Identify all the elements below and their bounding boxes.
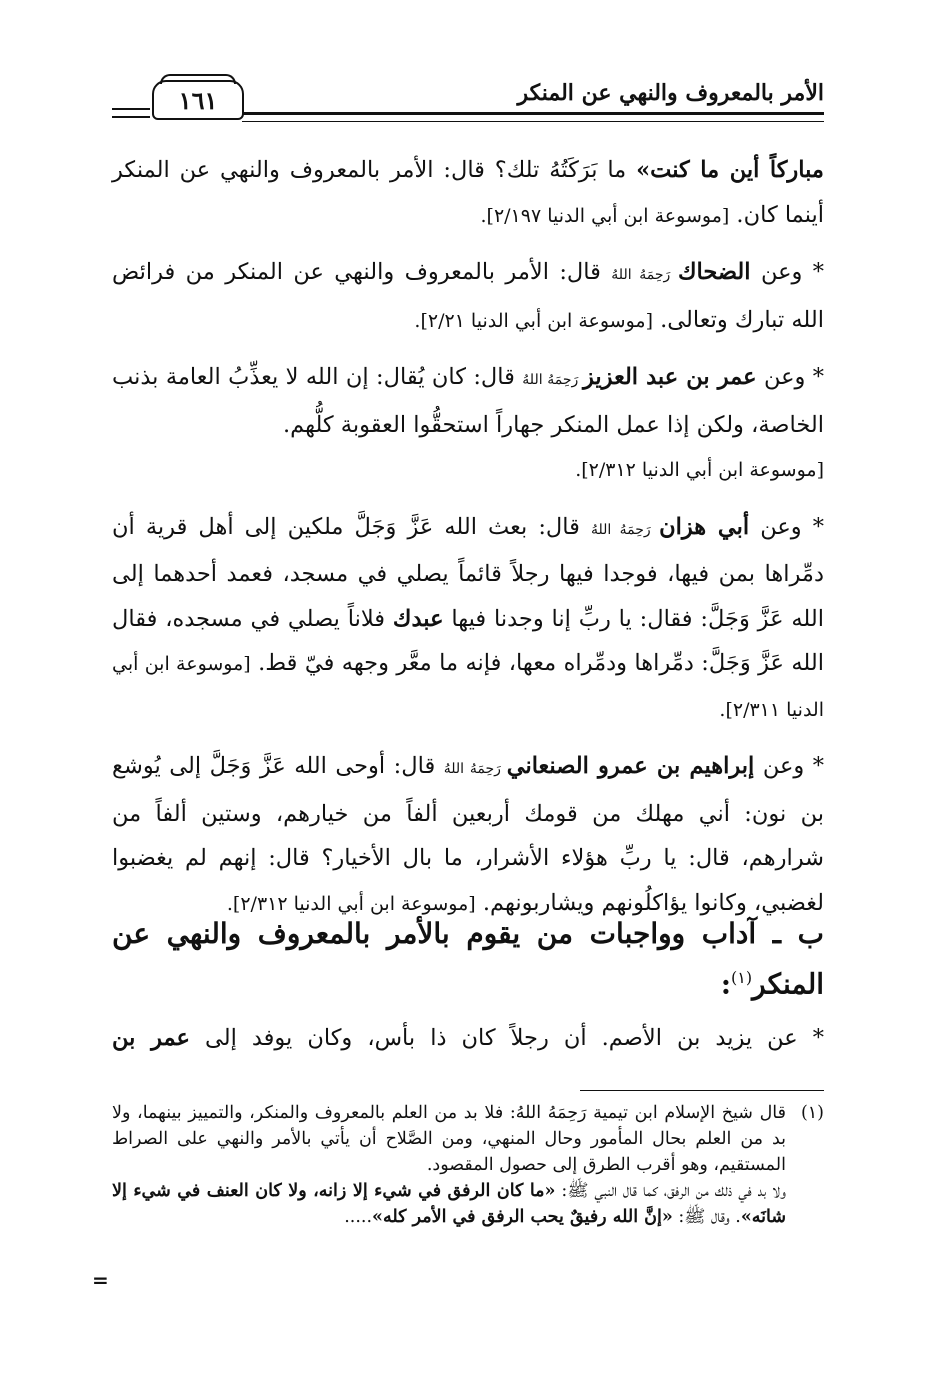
paragraph-text: ما بَرَكَتُهُ تلك؟ قال: الأمر بالمعروف والنهي عن المنكر أينما كان. (112, 157, 824, 228)
reference: [موسوعة ابن أبي الدنيا ٢/٣١٢]. (575, 459, 824, 481)
person-name: الضحاك (678, 259, 751, 285)
paragraph-text: * وعن (750, 259, 825, 285)
paragraph-text: * وعن (756, 364, 824, 390)
person-name: إبراهيم بن عمرو الصنعاني (506, 753, 755, 779)
running-title: الأمر بالمعروف والنهي عن المنكر (517, 80, 824, 106)
paragraph-text: * وعن (749, 513, 824, 540)
footnote-rule (580, 1090, 824, 1091)
paragraph-text: قال: الأمر بالمعروف والنهي عن المنكر من فرائض الله تبارك وتعالى. (112, 259, 824, 333)
reference: [موسوعة ابن أبي الدنيا ٢/١٩٧]. (480, 204, 730, 227)
paragraph (112, 505, 824, 733)
reference: [موسوعة ابن أبي الدنيا ٢/٢١]. (414, 309, 653, 332)
footnote-marker[interactable]: (١) (731, 968, 753, 987)
paragraph-text: قال: بعث الله عَزَّ وَجَلَّ ملكين إلى أهل قرية أن دمِّراها بمن فيها، فوجدا فيها رجلاً قائماً يصلي في مسجد، فعمد أحدهما إلى الله عَزَّ وَجَلَّ: فقال: يا ربِّ إنا وجدنا فيها (112, 513, 824, 632)
footnote-continuation (112, 1178, 824, 1230)
section-heading-text: ب ـ آداب وواجبات من يقوم بالأمر بالمعروف والنهي عن المنكر (112, 917, 824, 1001)
reference: [موسوعة ابن أبي الدنيا ٢/٣١١]. (112, 653, 824, 721)
footnote-text: ..... (344, 1207, 373, 1227)
bold-word: عبدك (392, 605, 444, 632)
page-number: ١٦١ (178, 85, 218, 115)
honorific: رَحِمَهُ اللهُ (522, 372, 583, 388)
honorific: رَحِمَهُ اللهُ (590, 521, 660, 538)
page-number-frame (152, 80, 244, 120)
paragraph-text: قال: أوحى الله عَزَّ وَجَلَّ إلى يُوشع بن نون: أني مهلك من قومك أربعين ألفاً من خيارهم، وستين ألفاً من شرارهم، قال: يا ربِّ هؤلاء الأشرار، ما بال الأخيار؟ قال: إنهم لم يغضبوا لغضبي، وكانوا يؤاكلُونهم ويشاربونهم. (112, 753, 824, 916)
page-header (112, 70, 824, 120)
main-text (112, 148, 824, 938)
footnotes (112, 1100, 824, 1230)
continuation-mark: = (92, 1268, 109, 1292)
section-heading (112, 912, 824, 1006)
quote-text: مباركاً أين ما كنت» (636, 157, 824, 183)
footnote-text: ولا بد في ذلك من الرفق، كما قال النبي ﷺ: (555, 1181, 786, 1201)
paragraph (112, 744, 824, 926)
footnote-text: . وقال ﷺ: (672, 1207, 741, 1227)
hadith-quote: «إنَّ الله رفيقٌ يحب الرفق في الأمر كله» (372, 1207, 673, 1227)
reference: [موسوعة ابن أبي الدنيا ٢/٣١٢]. (226, 892, 476, 915)
paragraph (112, 148, 824, 238)
honorific: رَحِمَهُ اللهُ (611, 267, 678, 283)
heading-colon: : (720, 967, 732, 1001)
paragraph-text: * وعن (754, 753, 825, 779)
header-rule (242, 112, 824, 122)
honorific: رَحِمَهُ اللهُ (443, 761, 507, 777)
footnote-number: (١) (800, 1103, 824, 1123)
paragraph-text: قال: كان يُقال: إن الله لا يعذِّبُ العامة بذنب الخاصة، ولكن إذا عمل المنكر جهاراً استحقُّوا العقوبة كلُّهم. (112, 364, 824, 438)
person-name: أبي هزان (659, 513, 750, 540)
footnote-text: قال شيخ الإسلام ابن تيمية رَحِمَهُ اللهُ: فلا بد من العلم بالمعروف والمنكر، والتمييز بينهما، ولا بد من العلم بحال المأمور وحال المنهي، ومن الصَّلاح أن يأتي بالأمر والنهي على الصراط المستقيم، وهو أقرب الطرق إلى حصول المقصود. (112, 1103, 786, 1175)
footnote (112, 1100, 824, 1178)
paragraph (112, 250, 824, 343)
hadith-quote: «ما كان الرفق في شيء إلا زانه، ولا كان العنف في شيء إلا شانَه» (112, 1181, 786, 1227)
paragraph-text: فلاناً يصلي في مسجده، فقال الله عَزَّ وَجَلَّ: دمِّراها ودمِّراه معها، فإنه ما معَّر وجهه فيّ قط. (112, 605, 824, 676)
person-name: عمر بن عبد العزيز (583, 364, 757, 390)
paragraph (112, 355, 824, 493)
paragraph (112, 1016, 824, 1060)
paragraph-text: * عن يزيد بن الأصم. أن رجلاً كان ذا بأس، وكان يوفد إلى (189, 1025, 824, 1051)
person-name: عمر بن (112, 1025, 190, 1051)
header-rule-short (112, 108, 150, 118)
